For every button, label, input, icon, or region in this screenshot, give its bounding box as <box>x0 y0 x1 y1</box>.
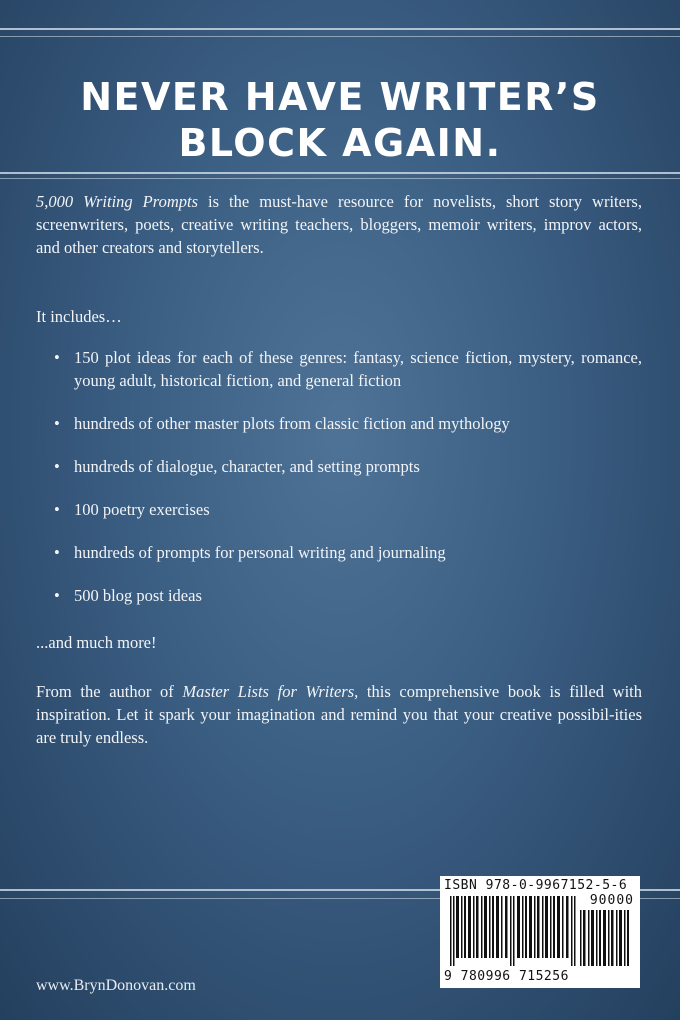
isbn-barcode <box>440 876 640 988</box>
bullet-icon: • <box>54 414 60 433</box>
back-cover-copy <box>36 190 642 749</box>
feature-item <box>36 584 642 607</box>
headline <box>0 74 680 166</box>
closing-text: this comprehensive book is filled with inspiration. Let it spark your imagination and remind you that your creative possibil-ities are truly endless. <box>36 682 643 747</box>
closing-paragraph <box>36 680 642 749</box>
bullet-icon: • <box>54 457 60 476</box>
bullet-icon: • <box>54 543 60 562</box>
addon-barcode-bars <box>580 910 632 966</box>
feature-item <box>36 412 642 435</box>
intro-paragraph <box>36 190 642 259</box>
headline-rule-thin <box>0 178 680 179</box>
feature-text: hundreds of prompts for personal writing and journaling <box>74 543 446 562</box>
feature-list <box>36 346 642 607</box>
includes-lead: It includes… <box>36 307 122 326</box>
top-rule-thin <box>0 36 680 37</box>
feature-item <box>36 455 642 478</box>
bullet-icon: • <box>54 586 60 605</box>
book-title: 5,000 Writing Prompts <box>36 192 198 211</box>
bullet-icon: • <box>54 500 60 519</box>
intro-text: is the must-have resource for novelists, short story writers, screenwriters, poets, creative writing teachers, bloggers, memoir writers, improv actors, and other creators and storytellers. <box>36 192 642 257</box>
feature-text: 100 poetry exercises <box>74 500 210 519</box>
headline-rule <box>0 172 680 174</box>
isbn-text: ISBN 978-0-9967152-5-6 <box>444 878 628 893</box>
feature-text: 150 plot ideas for each of these genres: fantasy, science fiction, mystery, romance, young adult, historical fiction, and general fiction <box>74 348 642 390</box>
headline-line-1: NEVER HAVE WRITER’S <box>80 75 600 119</box>
feature-item <box>36 346 642 392</box>
and-more-text: ...and much more! <box>36 633 157 652</box>
other-book-title: Master Lists for Writers, <box>182 682 359 701</box>
feature-item <box>36 541 642 564</box>
author-website: www.BrynDonovan.com <box>36 977 196 994</box>
closing-prefix: From the author of <box>36 682 183 701</box>
feature-text: hundreds of dialogue, character, and setting prompts <box>74 457 420 476</box>
top-rule <box>0 28 680 30</box>
feature-item <box>36 498 642 521</box>
headline-line-2: BLOCK AGAIN. <box>178 121 502 165</box>
price-addon-text: 90000 <box>589 893 634 908</box>
ean-number: 9 780996 715256 <box>444 969 569 984</box>
feature-text: hundreds of other master plots from classic fiction and mythology <box>74 414 510 433</box>
barcode-bars <box>450 896 576 966</box>
bullet-icon: • <box>54 348 60 367</box>
feature-text: 500 blog post ideas <box>74 586 202 605</box>
